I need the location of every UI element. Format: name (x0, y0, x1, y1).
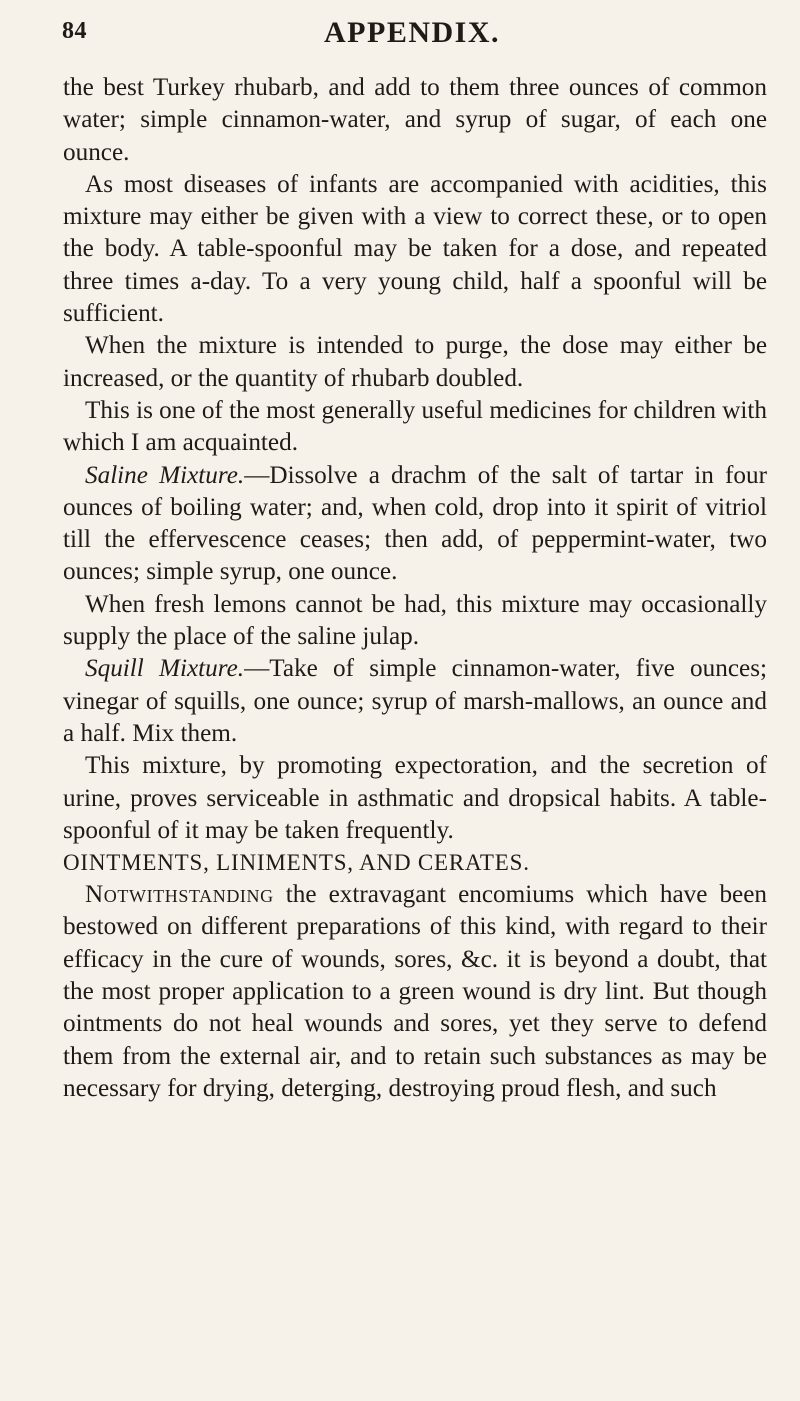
paragraph-squill-effects: This mixture, by promoting expectoration, and the secretion of urine, proves serviceable in asthmatic and dropsical habits. A table-spoonful of it may be taken frequently. (63, 752, 767, 844)
page-body (63, 72, 767, 1105)
paragraph-infants-acidities: As most diseases of infants are accompanied with acidities, this mixture may either be given with a view to correct these, or to open the body. A table-spoonful may be taken for a dose, and repeated three times a-day. To a very young child, half a spoonful will be sufficient. (63, 170, 767, 328)
paragraph-squill-mixture (63, 653, 767, 750)
page-number: 84 (62, 18, 87, 44)
paragraph-continuation: the best Turkey rhubarb, and add to them three ounces of common water; simple cinnamon-water, and syrup of sugar, of each one ounce. (63, 74, 767, 166)
saline-mixture-text: —Dissolve a drachm of the salt of tartar in four ounces of boiling water; and, when cold, drop into it spirit of vitriol till the effervescence ceases; then add, of peppermint-water, two ounces; simple syrup, one ounce. (63, 461, 767, 586)
paragraph-useful-medicines: This is one of the most generally useful medicines for children with which I am acquainted. (63, 396, 767, 457)
paragraph-purge-dose: When the mixture is intended to purge, the dose may either be increased, or the quantity of rhubarb doubled. (63, 332, 767, 392)
section-lead-word: Notwithstanding (85, 881, 274, 909)
saline-mixture-title: Saline Mixture. (85, 461, 245, 489)
section-heading: OINTMENTS, LINIMENTS, AND CERATES. (63, 850, 530, 876)
squill-mixture-title: Squill Mixture. (85, 655, 245, 683)
ointments-text: the extravagant encomiums which have been bestowed on different preparations of this kind, with regard to their efficacy in the cure of wounds, sores, &c. it is beyond a doubt, that the most proper application to a green wound is dry lint. But though ointments do not heal wounds and sores, yet they serve to defend them from the external air, and to retain such substances as may be necessary for drying, deterging, destroying proud flesh, and such (63, 881, 767, 1102)
paragraph-ointments (63, 879, 767, 1105)
running-head: APPENDIX. (324, 16, 500, 49)
page-header (62, 14, 762, 54)
paragraph-fresh-lemons: When fresh lemons cannot be had, this mixture may occasionally supply the place of the saline julap. (63, 590, 767, 651)
squill-mixture-text: —Take of simple cinnamon-water, five ounces; vinegar of squills, one ounce; syrup of marsh-mallows, an ounce and a half. Mix them. (63, 655, 767, 747)
paragraph-saline-mixture (63, 460, 767, 589)
